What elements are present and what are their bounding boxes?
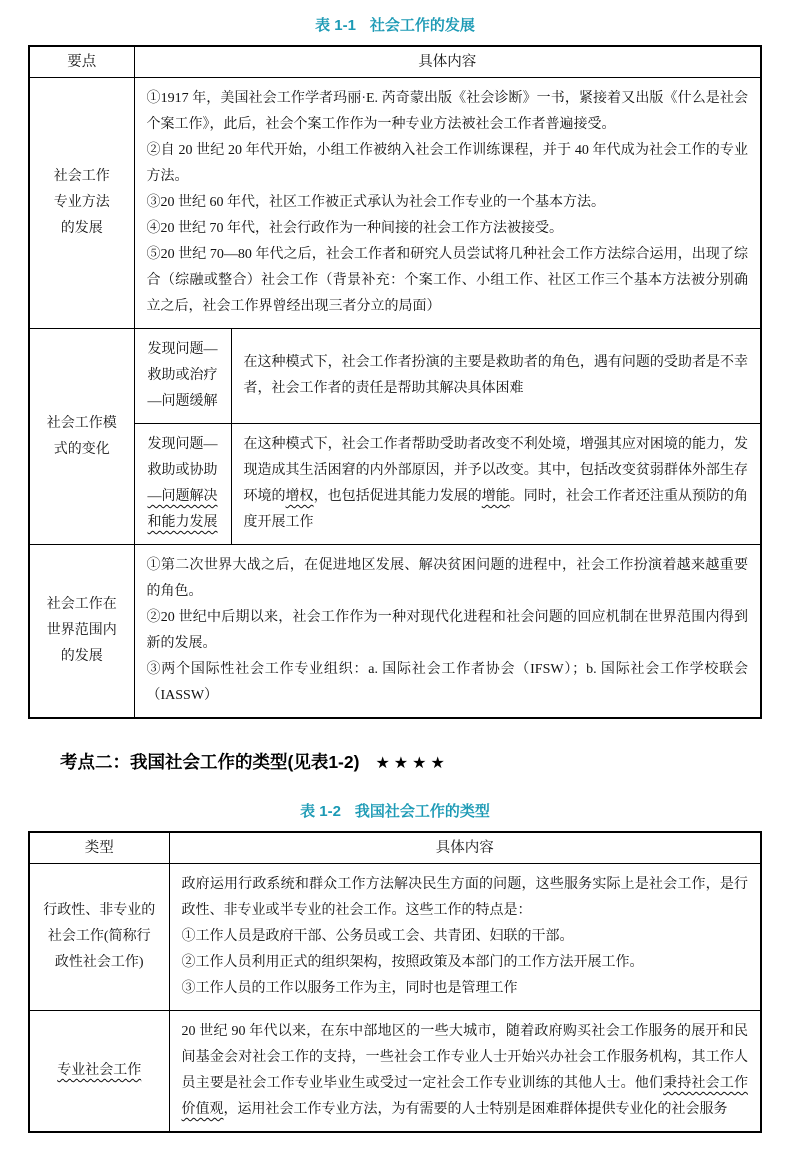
keypoint-line: 专业方法 (53, 195, 110, 210)
type-line: 行政性、非专业的 (43, 903, 156, 918)
keypoint-line: 社会工作在 (46, 597, 117, 612)
table2-row-professional (29, 1011, 761, 1133)
keypoint-line: 世界范围内 (46, 623, 117, 638)
table1-title (28, 14, 762, 35)
keypoint-line: 社会工作 (53, 169, 110, 184)
text-segment: 20 世纪 90 年代以来，在东中部地区的一些大城市，随着政府购买社会工作服务的展开和民间基金会对社会工作的支持，一些社会工作专业人士开始兴办社会工作服务机构，其工作人员主要是社会工作专业毕业生或受过一定社会工作专业训练的其他人士。他们 (181, 1024, 748, 1091)
text-segment: ，也包括促进其能力发展的 (313, 489, 482, 504)
table1-row1-content (134, 78, 761, 329)
emphasized-text: 专业社会工作 (57, 1063, 142, 1078)
list-item: ③两个国际性社会工作专业组织：a. 国际社会工作者协会（IFSW）；b. 国际社会工作学校联会（IASSW） (146, 662, 748, 703)
text-segment: 在这种模式下，社会工作者帮助受助者改变不利处境，增强其应对困境的能力，发现造成其生活困窘的内外部原因，并予以改变。其中，包括改变贫弱群体外部生存环境的 (243, 437, 748, 504)
section-heading-text: 考点二：我国社会工作的类型(见表1-2) (60, 752, 360, 772)
type-line: 政性社会工作) (54, 955, 144, 970)
emphasized-text: 和能力发展 (147, 515, 218, 530)
table1-row1-keypoint (29, 78, 134, 329)
table2-row2-type (29, 1011, 169, 1133)
mode-line: 救助或协助 (147, 463, 218, 478)
mode-line (139, 484, 227, 510)
text-segment: 。同时，社会工作者还注重从预防的角度开展工作 (243, 489, 749, 530)
table2 (28, 831, 762, 1133)
keypoint-line: 社会工作模 (46, 415, 117, 431)
list-item: ③20 世纪 60 年代，社区工作被正式承认为社会工作专业的一个基本方法。 (146, 195, 605, 210)
mode-line: 救助或治疗 (147, 368, 218, 383)
list-item: ②自 20 世纪 20 年代开始，小组工作被纳入社会工作训练课程，并于 40 年代成为社会工作的专业方法。 (146, 143, 748, 184)
table2-title-text: 我国社会工作的类型 (354, 803, 490, 820)
table1-row3-content (134, 545, 761, 719)
emphasized-text: —问题解决 (147, 489, 218, 504)
list-item: ②工作人员利用正式的组织架构，按照政策及本部门的工作方法开展工作。 (181, 955, 644, 970)
keypoint-line: 式的变化 (53, 441, 110, 457)
table1-title-label: 表 1-1 (315, 17, 356, 34)
paragraph (182, 1019, 749, 1123)
table1-title-text: 社会工作的发展 (369, 17, 475, 34)
text-segment: ，运用社会工作专业方法，为有需要的人士特别是困难群体提供专业化的社会服务 (223, 1102, 728, 1117)
table1-row-methods (29, 78, 761, 329)
mode-cell-relief (134, 329, 231, 424)
table1-row3-keypoint (29, 545, 134, 719)
table2-row1-type (29, 864, 169, 1011)
table1-row-mode-sub2 (29, 424, 761, 545)
table2-header-row (29, 832, 761, 864)
table2-header-type: 类型 (29, 832, 169, 864)
rating-stars: ★★★★ (375, 755, 449, 772)
table1-header-keypoint: 要点 (29, 46, 134, 78)
list-item: ⑤20 世纪 70—80 年代之后，社会工作者和研究人员尝试将几种社会工作方法综合运用，出现了综合（综融或整合）社会工作（背景补充：个案工作、小组工作、社区工作三个基本方法被分别确立之后，社会工作界曾经出现三者分立的局面） (146, 247, 748, 314)
paragraph: 在这种模式下，社会工作者扮演的主要是救助者的角色，遇有问题的受助者是不幸者，社会工作者的责任是帮助其解决具体困难 (243, 355, 748, 396)
table1 (28, 45, 762, 719)
list-item: ②20 世纪中后期以来，社会工作作为一种对现代化进程和社会问题的回应机制在世界范围内得到新的发展。 (146, 610, 748, 651)
mode-line: —问题缓解 (147, 394, 218, 409)
list-item: ③工作人员的工作以服务工作为主，同时也是管理工作 (181, 981, 518, 996)
mode-cell-empowerment (134, 424, 231, 545)
emphasized-text: 增权 (285, 489, 314, 504)
list-item: ①工作人员是政府干部、公务员或工会、共青团、妇联的干部。 (181, 929, 574, 944)
mode-line (139, 510, 227, 536)
list-item: ④20 世纪 70 年代，社会行政作为一种间接的社会工作方法被接受。 (146, 221, 563, 236)
table1-header-content: 具体内容 (134, 46, 761, 78)
table2-title-label: 表 1-2 (300, 803, 341, 820)
table2-row2-content (169, 1011, 761, 1133)
emphasized-text: 增能 (481, 489, 510, 504)
table1-header-row (29, 46, 761, 78)
mode-desc-empowerment (231, 424, 761, 545)
section-heading (60, 749, 762, 774)
paragraph: 政府运用行政系统和群众工作方法解决民生方面的问题，这些服务实际上是社会工作，是行政性、非专业或半专业的社会工作。这些工作的特点是： (181, 877, 748, 918)
table2-row1-content (169, 864, 761, 1011)
table2-row-administrative (29, 864, 761, 1011)
keypoint-line: 的发展 (60, 221, 103, 236)
emphasized-text: 秉持社会工作价值观 (181, 1076, 749, 1117)
mode-desc-relief (231, 329, 761, 424)
list-item: ①1917 年，美国社会工作学者玛丽·E. 芮奇蒙出版《社会诊断》一书，紧接着又出版《什么是社会个案工作》，此后，社会个案工作作为一种专业方法被社会工作者普遍接受。 (146, 91, 748, 132)
table2-title (28, 800, 762, 821)
paragraph (244, 432, 749, 536)
mode-line: 发现问题— (147, 437, 218, 452)
list-item: ①第二次世界大战之后，在促进地区发展、解决贫困问题的进程中，社会工作扮演着越来越重要的角色。 (146, 558, 748, 599)
type-line: 社会工作(简称行 (47, 929, 151, 944)
table1-row2-keypoint (29, 329, 134, 545)
mode-line: 发现问题— (147, 342, 218, 357)
table1-row-mode-sub1 (29, 329, 761, 424)
table2-header-content: 具体内容 (169, 832, 761, 864)
table1-row-worldwide (29, 545, 761, 719)
keypoint-line: 的发展 (60, 649, 103, 664)
